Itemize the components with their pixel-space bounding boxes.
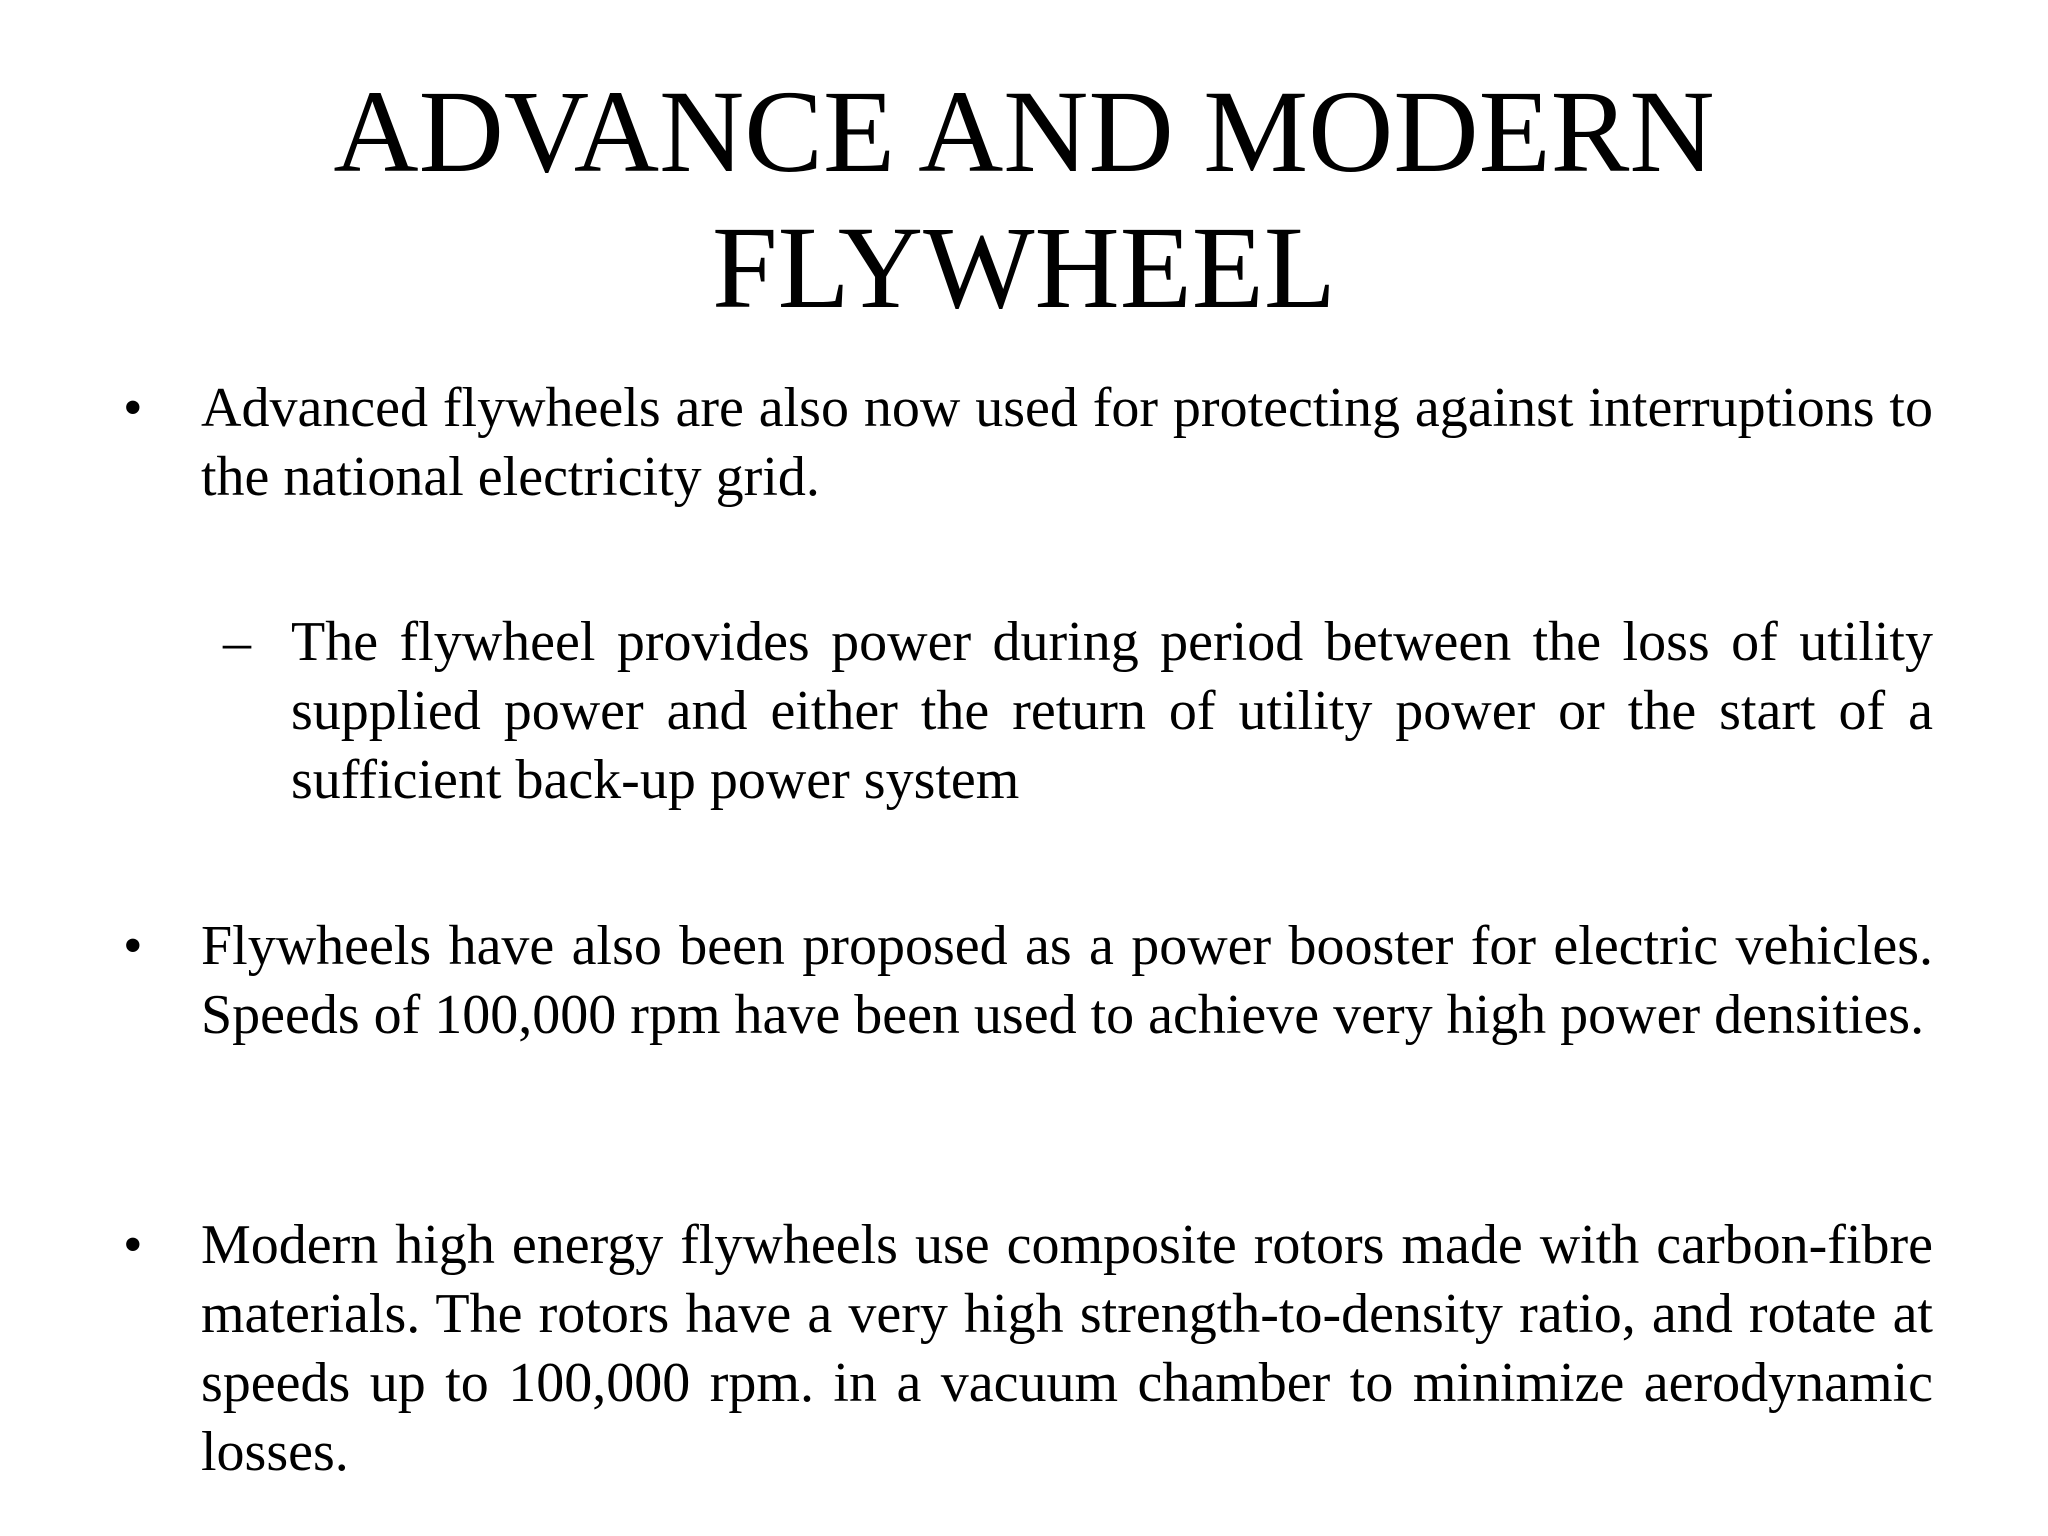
sub-item-text: The flywheel provides power during period between the loss of utility supplied power and either the return of utility power or the start of a sufficient back-up power system <box>291 611 1933 811</box>
slide-title <box>200 64 1848 336</box>
bullet-text: Advanced flywheels are also now used for protecting against interruptions to the national electricity grid. <box>201 377 1933 508</box>
bullet-marker: • <box>123 915 143 977</box>
bullet-marker: • <box>123 377 143 439</box>
bullet-item-electric-vehicles <box>123 912 1933 1050</box>
bullet-item-grid-protection <box>123 374 1933 512</box>
sub-item-flywheel-power <box>223 608 1933 815</box>
bullet-text: Flywheels have also been proposed as a power booster for electric vehicles. Speeds of 100,000 rpm have been used to achieve very high power densities. <box>201 915 1933 1046</box>
dash-marker: – <box>223 611 251 673</box>
title-line-1: ADVANCE AND MODERN <box>333 66 1715 197</box>
title-line-2: FLYWHEEL <box>712 202 1336 333</box>
bullet-text: Modern high energy flywheels use composite rotors made with carbon-fibre materials. The rotors have a very high strength-to-density ratio, and rotate at speeds up to 100,000 rpm. in a vacuum chamber to minimize aerodynamic losses. <box>201 1214 1933 1483</box>
bullet-marker: • <box>123 1214 143 1276</box>
bullet-item-composite-rotors <box>123 1211 1933 1487</box>
